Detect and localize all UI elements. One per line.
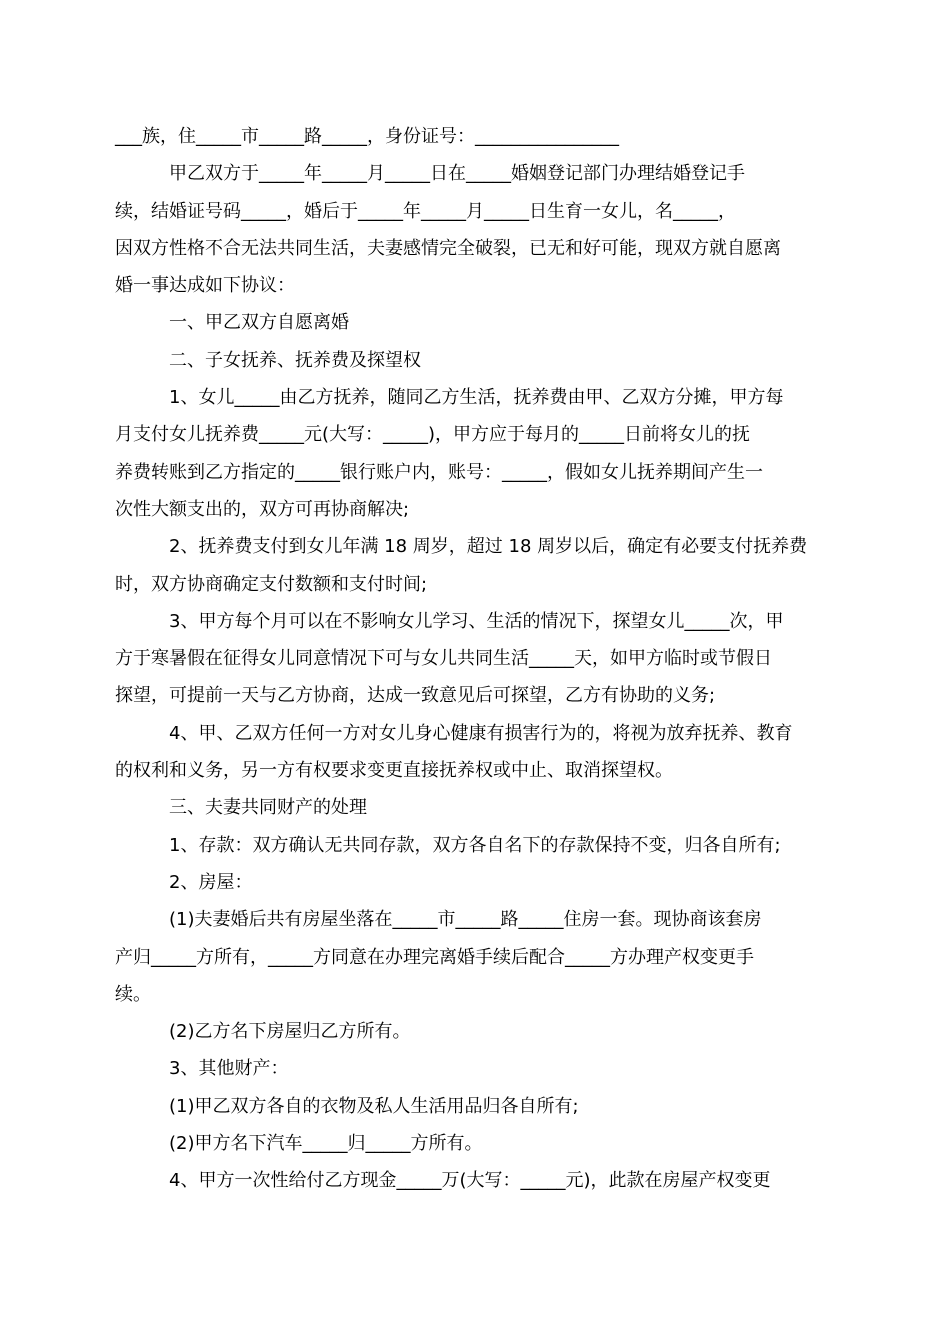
sub-clause-other-1: (1)甲乙双方各自的衣物及私人生活用品归各自所有; [169, 1095, 579, 1117]
clause-3-other-property: 3、其他财产： [169, 1058, 289, 1080]
clause-2-housing: 2、房屋： [169, 871, 253, 893]
text-line: 养费转账到乙方指定的_____银行账户内，账号：_____，假如女儿抚养期间产生一 [115, 461, 763, 483]
text-line: 次性大额支出的，双方可再协商解决; [115, 498, 410, 520]
text-line: 月支付女儿抚养费_____元(大写：_____)，甲方应于每月的_____日前将女儿的抚 [115, 424, 751, 446]
text-line-identity: ___族，住_____市_____路_____，身份证号：________________ [115, 126, 619, 147]
text-line: 产归_____方所有，_____方同意在办理完离婚手续后配合_____方办理产权变更手 [115, 946, 754, 968]
text-line: 续，结婚证号码_____，婚后于_____年_____月_____日生育一女儿，名_____， [115, 200, 736, 222]
text-line: 续。 [115, 983, 151, 1005]
text-line: 时，双方协商确定支付数额和支付时间; [115, 573, 428, 595]
text-line: 婚一事达成如下协议： [115, 275, 295, 297]
sub-clause-other-2: (2)甲方名下汽车_____归_____方所有。 [169, 1133, 483, 1155]
clause-2-support-duration: 2、抚养费支付到女儿年满 18 周岁，超过 18 周岁以后，确定有必要支付抚养费 [169, 536, 808, 558]
clause-1-deposits: 1、存款：双方确认无共同存款，双方各自名下的存款保持不变，归各自所有; [169, 834, 781, 856]
section-heading-child-custody: 二、子女抚养、抚养费及探望权 [169, 349, 421, 371]
section-heading-divorce: 一、甲乙双方自愿离婚 [169, 312, 349, 334]
section-heading-property: 三、夫妻共同财产的处理 [169, 797, 367, 819]
sub-clause-housing-2: (2)乙方名下房屋归乙方所有。 [169, 1021, 411, 1043]
clause-3-visitation: 3、甲方每个月可以在不影响女儿学习、生活的情况下，探望女儿_____次，甲 [169, 610, 784, 632]
clause-4-harm: 4、甲、乙双方任何一方对女儿身心健康有损害行为的，将视为放弃抚养、教育 [169, 722, 793, 744]
agreement-body [115, 118, 835, 1200]
clause-4-cash-payment: 4、甲方一次性给付乙方现金_____万(大写：_____元)，此款在房屋产权变更 [169, 1170, 771, 1192]
text-line: 因双方性格不合无法共同生活，夫妻感情完全破裂，已无和好可能，现双方就自愿离 [115, 237, 781, 259]
text-line: 探望，可提前一天与乙方协商，达成一致意见后可探望，乙方有协助的义务; [115, 685, 716, 707]
clause-1-child-support: 1、女儿_____由乙方抚养，随同乙方生活，抚养费由甲、乙双方分摊，甲方每 [169, 387, 784, 409]
text-line-marriage-registration: 甲乙双方于_____年_____月_____日在_____婚姻登记部门办理结婚登记手 [169, 163, 745, 185]
sub-clause-housing-1: (1)夫妻婚后共有房屋坐落在_____市_____路_____住房一套。现协商该套房 [169, 909, 762, 931]
text-line: 的权利和义务，另一方有权要求变更直接抚养权或中止、取消探望权。 [115, 760, 673, 782]
text-line: 方于寒暑假在征得女儿同意情况下可与女儿共同生活_____天，如甲方临时或节假日 [115, 648, 772, 670]
